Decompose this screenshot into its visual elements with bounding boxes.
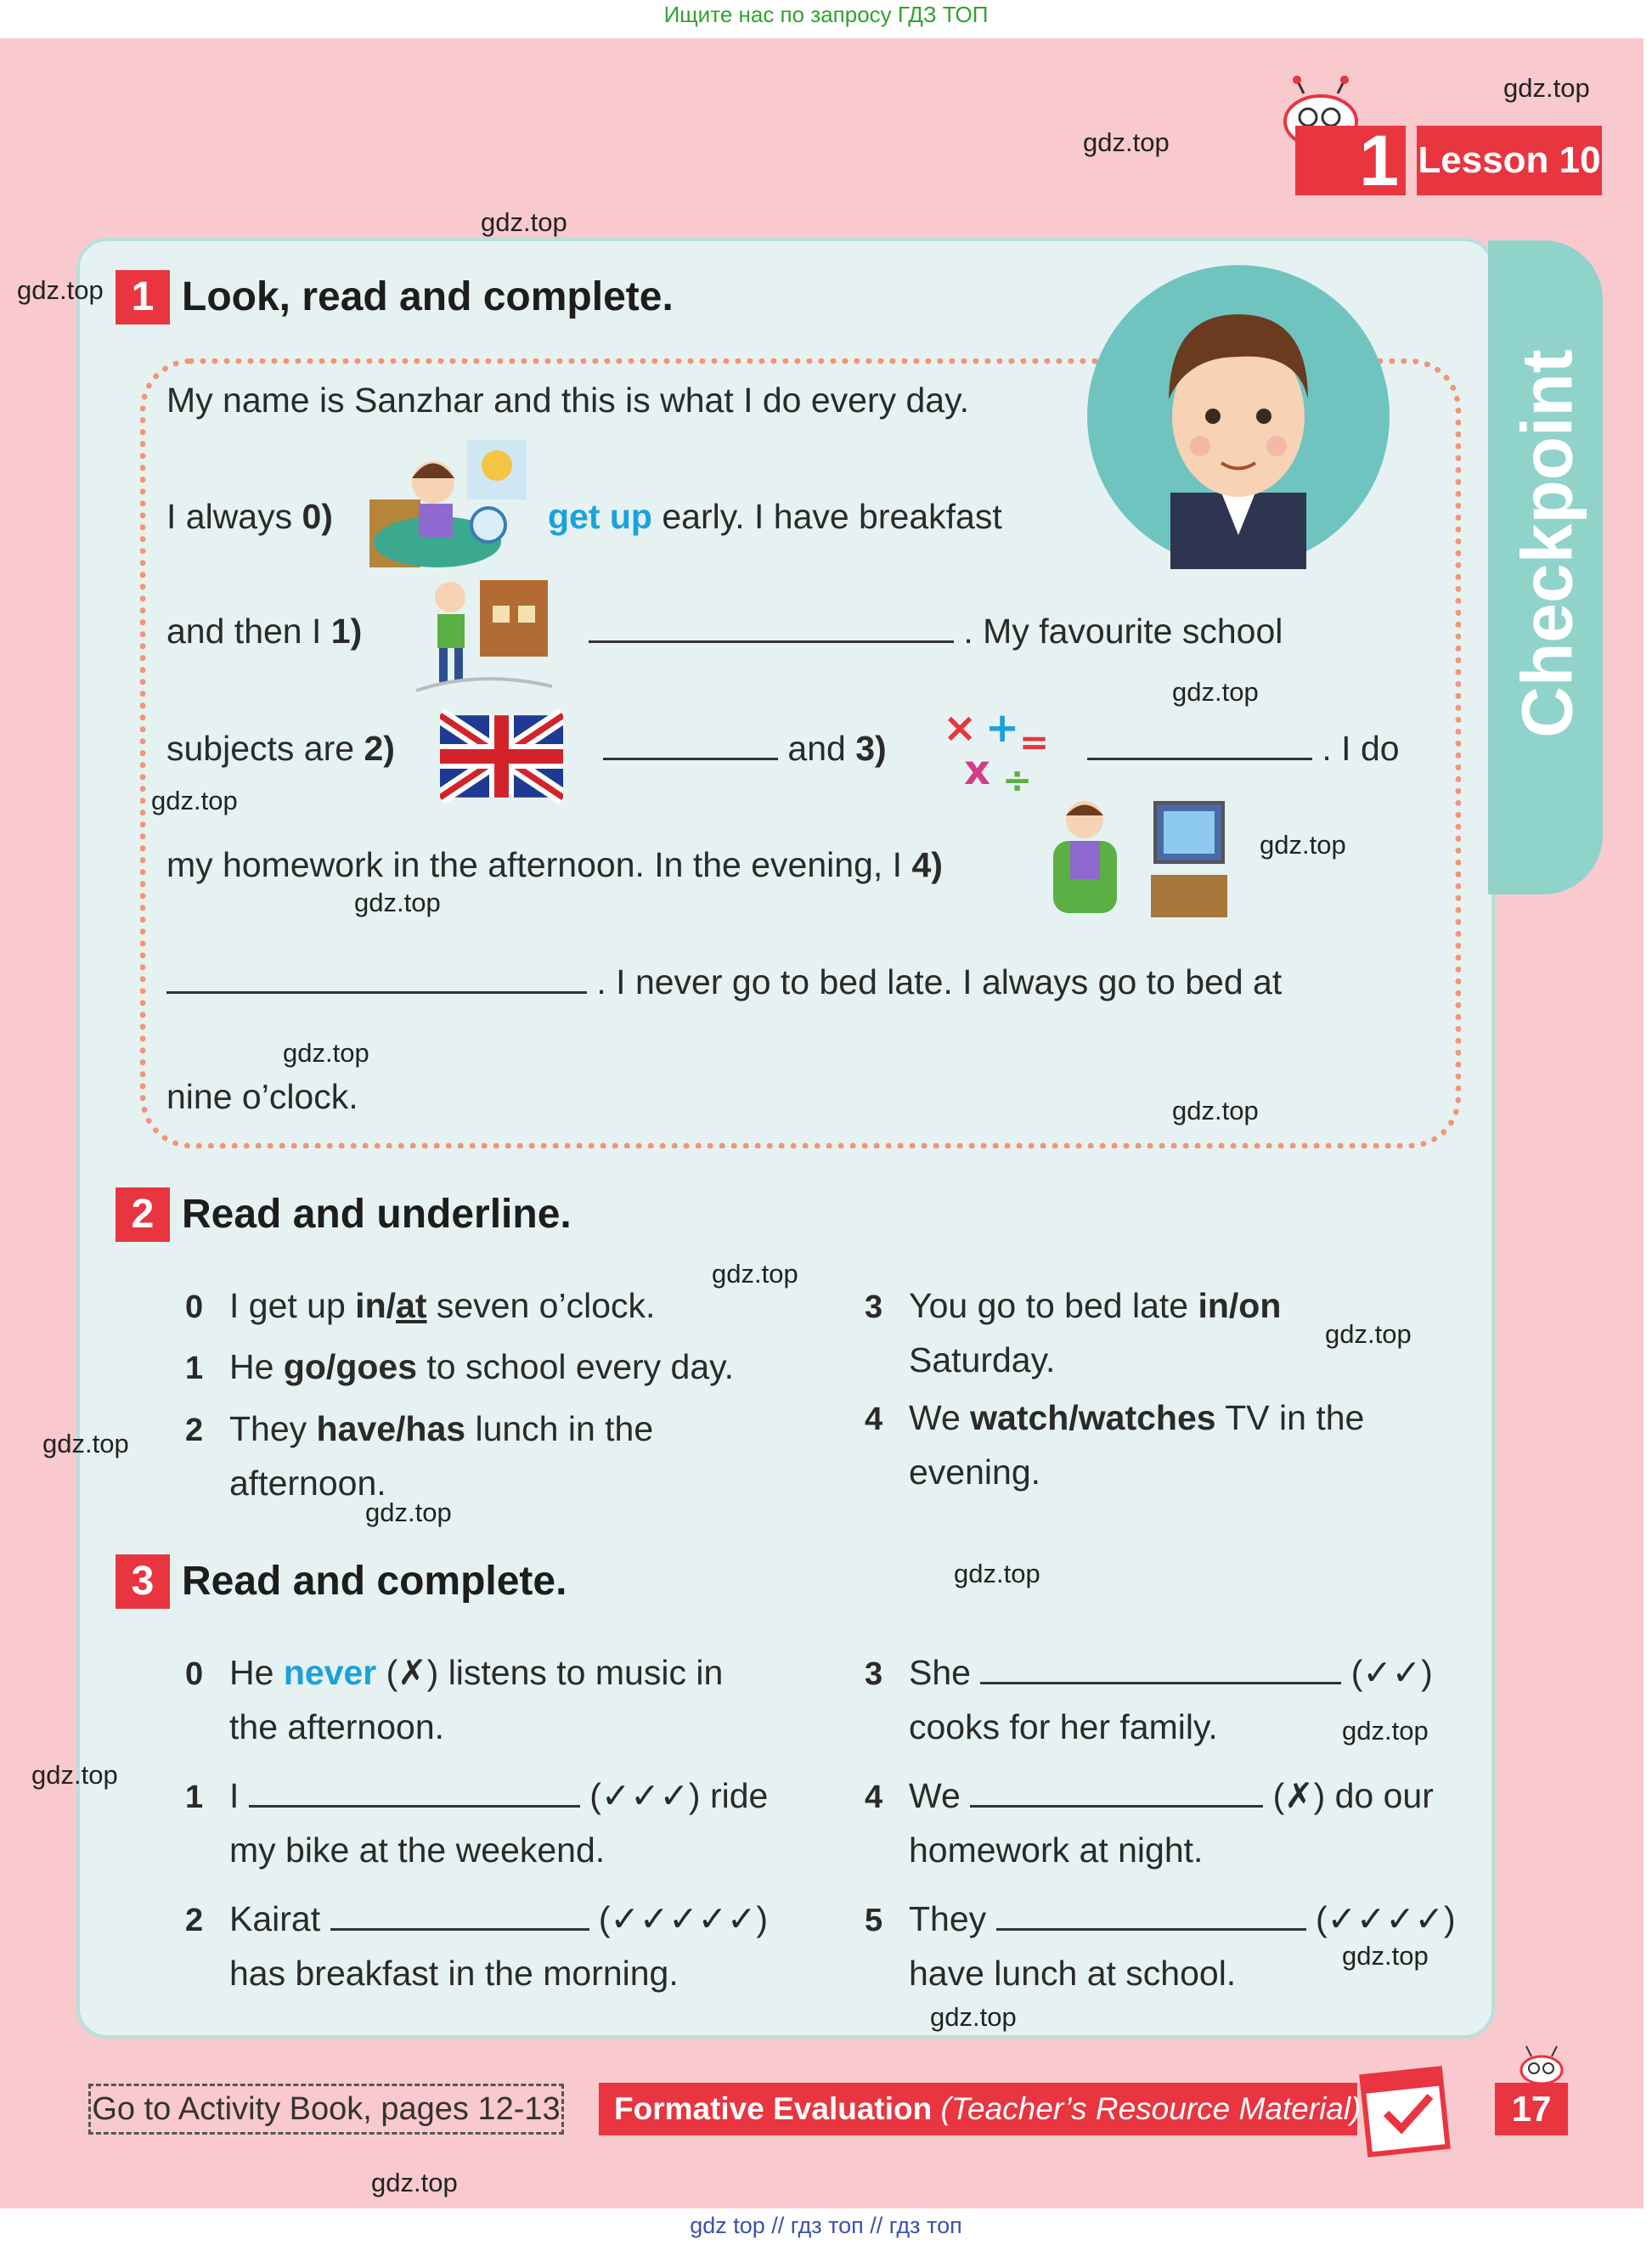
exercise-2-title: Read and underline.: [182, 1192, 572, 1237]
story-text: subjects are: [166, 729, 364, 768]
complete-item-2: Kairat (✓✓✓✓✓) has breakfast in the morning.: [229, 1899, 768, 1993]
checkpoint-tab: [1492, 349, 1603, 738]
item-number: 3: [865, 1289, 883, 1325]
gap-number: 2): [364, 729, 395, 768]
answer-blank[interactable]: [589, 635, 954, 643]
underline-item-3: You go to bed late in/on Saturday.: [909, 1286, 1282, 1379]
answer-blank[interactable]: [1087, 753, 1312, 760]
gap-number: 0): [302, 497, 333, 536]
activity-book-note: Go to Activity Book, pages 12-13: [88, 2084, 564, 2135]
story-text: and then I: [166, 612, 331, 651]
option-watch[interactable]: watch: [970, 1398, 1069, 1437]
exercise-3-badge: 3: [116, 1554, 170, 1609]
formative-evaluation-banner: Formative Evaluation (Teacher’s Resource Material): [599, 2083, 1357, 2135]
exercise-1-badge: 1: [116, 270, 170, 324]
item-number: 5: [865, 1903, 883, 1938]
checkpoint-label: Checkpoint: [1507, 349, 1587, 738]
story-line-4: [166, 962, 1282, 1002]
complete-item-3: She (✓✓) cooks for her family.: [909, 1653, 1433, 1746]
underline-item-2: They have/has lunch in the afternoon.: [229, 1409, 654, 1503]
page-number: 17: [1495, 2083, 1568, 2135]
svg-text:+: +: [985, 704, 1020, 752]
story-line-2-rest: [1087, 729, 1400, 769]
option-goes[interactable]: goes: [335, 1347, 418, 1386]
watermark: gdz.top: [1342, 1941, 1429, 1971]
svg-text:×: ×: [943, 704, 978, 752]
answer-blank[interactable]: [330, 1923, 589, 1931]
story-text: . I do: [1312, 729, 1400, 768]
watermark: gdz.top: [31, 1760, 118, 1790]
watermark: gdz.top: [1260, 830, 1346, 860]
watermark: gdz.top: [151, 786, 238, 815]
unit-number: 1: [1295, 126, 1406, 195]
story-line-2-mid: [603, 729, 887, 769]
item-number: 0: [185, 1656, 204, 1692]
story-text: . I never go to bed late. I always go to bed at: [587, 962, 1283, 1001]
option-in[interactable]: in: [1198, 1286, 1229, 1325]
watermark: gdz.top: [712, 1259, 798, 1289]
watch-tv-picture-icon: [1049, 794, 1232, 922]
watermark: gdz.top: [1172, 1096, 1259, 1125]
exercise-3-title: Read and complete.: [182, 1559, 567, 1604]
exercise-2-badge: 2: [116, 1187, 170, 1242]
complete-item-0: He never (✗) listens to music in the afternoon.: [229, 1653, 724, 1746]
answer-blank[interactable]: [166, 986, 587, 994]
story-line-1-rest: [589, 612, 1283, 652]
answer-blank[interactable]: [996, 1923, 1306, 1931]
top-note: Ищите нас по запросу ГДЗ ТОП: [663, 2, 989, 27]
story-text: I always: [166, 497, 302, 536]
option-go[interactable]: go: [283, 1347, 326, 1386]
watermark: gdz.top: [930, 2002, 1017, 2032]
watermark: gdz.top: [365, 1498, 452, 1527]
example-answer: get up: [548, 497, 652, 536]
story-intro: My name is Sanzhar and this is what I do every day.: [166, 381, 969, 420]
underline-item-0: I get up in/at seven o’clock.: [229, 1286, 656, 1325]
watermark: gdz.top: [1083, 127, 1170, 157]
story-line-0: [166, 497, 333, 537]
option-have[interactable]: have: [316, 1409, 396, 1448]
exercise-1-title: Look, read and complete.: [182, 274, 674, 319]
underline-item-4: We watch/watches TV in the evening.: [909, 1398, 1365, 1492]
option-watches[interactable]: watches: [1078, 1398, 1216, 1437]
item-number: 1: [185, 1780, 204, 1815]
complete-item-1: I (✓✓✓) ride my bike at the weekend.: [229, 1776, 769, 1870]
bottom-note: gdz top // гдз топ // гдз топ: [690, 2213, 962, 2238]
complete-item-4: We (✗) do our homework at night.: [909, 1776, 1434, 1870]
go-to-school-picture-icon: [412, 576, 556, 695]
watermark: gdz.top: [1342, 1716, 1429, 1746]
item-number: 0: [185, 1289, 204, 1325]
watermark: gdz.top: [354, 888, 441, 917]
story-text: early. I have breakfast: [651, 497, 1002, 536]
wake-up-picture-icon: [361, 432, 531, 572]
story-text: my homework in the afternoon. In the evening, I: [166, 845, 912, 884]
svg-text:x: x: [964, 747, 990, 794]
lesson-label: Lesson 10: [1417, 126, 1602, 195]
uk-flag-icon: [440, 708, 563, 805]
watermark: gdz.top: [481, 207, 567, 237]
item-number: 4: [865, 1402, 883, 1437]
complete-item-5: They (✓✓✓✓) have lunch at school.: [909, 1899, 1456, 1993]
item-number: 4: [865, 1780, 883, 1815]
svg-text:÷: ÷: [1002, 759, 1033, 801]
answer-blank[interactable]: [970, 1800, 1263, 1808]
story-text: and: [778, 729, 856, 768]
answer-blank[interactable]: [603, 753, 778, 760]
gap-number: 3): [855, 729, 887, 768]
item-number: 2: [185, 1413, 204, 1448]
underline-item-1: He go/goes to school every day.: [229, 1347, 734, 1386]
watermark: gdz.top: [1325, 1319, 1412, 1349]
item-number: 1: [185, 1351, 204, 1386]
option-at[interactable]: at: [396, 1286, 427, 1325]
item-number: 3: [865, 1656, 883, 1692]
option-in[interactable]: in: [355, 1286, 386, 1325]
watermark: gdz.top: [1503, 73, 1590, 103]
item-number: 2: [185, 1903, 204, 1938]
svg-text:=: =: [1019, 721, 1050, 763]
watermark: gdz.top: [1172, 677, 1259, 707]
gap-number: 1): [330, 612, 363, 651]
story-text: . My favourite school: [954, 612, 1283, 651]
option-on[interactable]: on: [1238, 1286, 1282, 1325]
watermark: gdz.top: [17, 275, 104, 305]
story-line-1: [166, 612, 362, 652]
watermark: gdz.top: [42, 1429, 129, 1458]
option-has[interactable]: has: [405, 1409, 466, 1448]
maths-symbols-icon: [939, 703, 1057, 801]
answer-blank[interactable]: [980, 1677, 1341, 1684]
story-line-3: [166, 845, 943, 885]
story-line-5: nine o’clock.: [166, 1077, 358, 1116]
watermark: gdz.top: [954, 1559, 1040, 1588]
gap-number: 4): [911, 845, 943, 884]
watermark: gdz.top: [371, 2168, 458, 2197]
boy-portrait-icon: [1085, 263, 1391, 569]
mascot-icon: [1516, 2043, 1567, 2085]
story-line-2: [166, 729, 395, 769]
watermark: gdz.top: [283, 1038, 369, 1068]
example-answer: never: [283, 1653, 377, 1692]
story-line-0-rest: [548, 497, 1002, 537]
calendar-check-icon: [1359, 2056, 1452, 2158]
answer-blank[interactable]: [249, 1800, 580, 1808]
